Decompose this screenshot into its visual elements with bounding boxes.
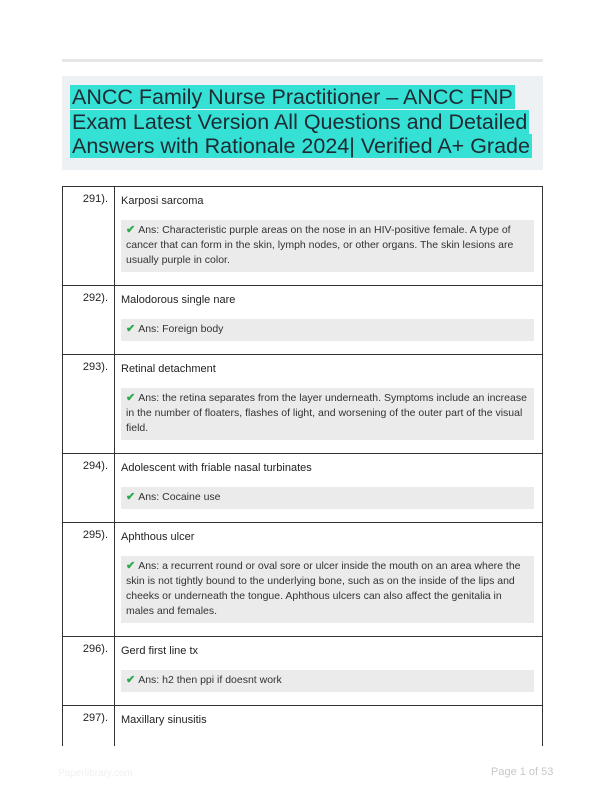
answer-text: Ans: Cocaine use xyxy=(138,491,221,503)
qa-row xyxy=(63,637,542,706)
check-icon: ✔ xyxy=(126,224,136,236)
check-icon: ✔ xyxy=(126,674,136,686)
question-number: 292). xyxy=(63,286,115,354)
qa-content xyxy=(115,706,542,746)
qa-content xyxy=(115,355,542,453)
qa-row xyxy=(63,355,542,454)
top-divider xyxy=(62,59,543,62)
answer-box xyxy=(121,556,534,623)
check-icon: ✔ xyxy=(126,491,136,503)
qa-content xyxy=(115,637,542,705)
question-text: Karposi sarcoma xyxy=(121,195,204,207)
question-number: 295). xyxy=(63,523,115,636)
question-text: Maxillary sinusitis xyxy=(121,714,207,726)
answer-text: Ans: h2 then ppi if doesnt work xyxy=(138,674,282,686)
answer-box xyxy=(121,487,534,509)
qa-table xyxy=(62,186,543,746)
qa-row xyxy=(63,523,542,637)
qa-row xyxy=(63,286,542,355)
question-text: Gerd first line tx xyxy=(121,645,199,657)
title-line-1: ANCC Family Nurse Practitioner – ANCC FNP xyxy=(72,85,513,109)
title-line-2: Exam Latest Version All Questions and Detailed xyxy=(72,109,528,134)
qa-content xyxy=(115,454,542,522)
check-icon: ✔ xyxy=(126,560,136,572)
question-number: 291). xyxy=(63,187,115,285)
qa-row xyxy=(63,187,542,286)
qa-row xyxy=(63,706,542,746)
document-title xyxy=(70,85,532,158)
qa-content xyxy=(115,523,542,636)
question-number: 293). xyxy=(63,355,115,453)
question-text: Malodorous single nare xyxy=(121,294,236,306)
question-number: 294). xyxy=(63,454,115,522)
answer-box xyxy=(121,220,534,272)
answer-text: Ans: Characteristic purple areas on the nose in an HIV-positive female. A type of cancer that can form in the skin, lymph nodes, or other organs. The skin lesions are usually purple in color. xyxy=(126,224,514,266)
answer-text: Ans: a recurrent round or oval sore or ulcer inside the mouth on an area where the skin is not tightly bound to the underlying bone, such as on the inside of the lips and cheeks or underneath the tongue. Aphthous ulcers can also affect the genitalia in males and females. xyxy=(126,560,521,617)
footer-watermark: Paperlibrary.com xyxy=(58,768,133,779)
check-icon: ✔ xyxy=(126,323,136,335)
qa-row xyxy=(63,454,542,523)
page-indicator: Page 1 of 53 xyxy=(491,766,554,778)
question-number: 296). xyxy=(63,637,115,705)
answer-box xyxy=(121,388,534,440)
question-number: 297). xyxy=(63,706,115,746)
qa-content xyxy=(115,187,542,285)
answer-box xyxy=(121,670,534,692)
question-text: Aphthous ulcer xyxy=(121,531,195,543)
answer-text: Ans: the retina separates from the layer underneath. Symptoms include an increase in the number of floaters, flashes of light, and worsening of the outer part of the visual field. xyxy=(126,392,527,434)
document-title-box xyxy=(62,76,543,170)
title-line-3: Answers with Rationale 2024| Verified A+ Grade xyxy=(72,134,530,158)
question-text: Retinal detachment xyxy=(121,363,216,375)
question-text: Adolescent with friable nasal turbinates xyxy=(121,462,312,474)
qa-content xyxy=(115,286,542,354)
answer-text: Ans: Foreign body xyxy=(138,323,224,335)
check-icon: ✔ xyxy=(126,392,136,404)
answer-box xyxy=(121,319,534,341)
